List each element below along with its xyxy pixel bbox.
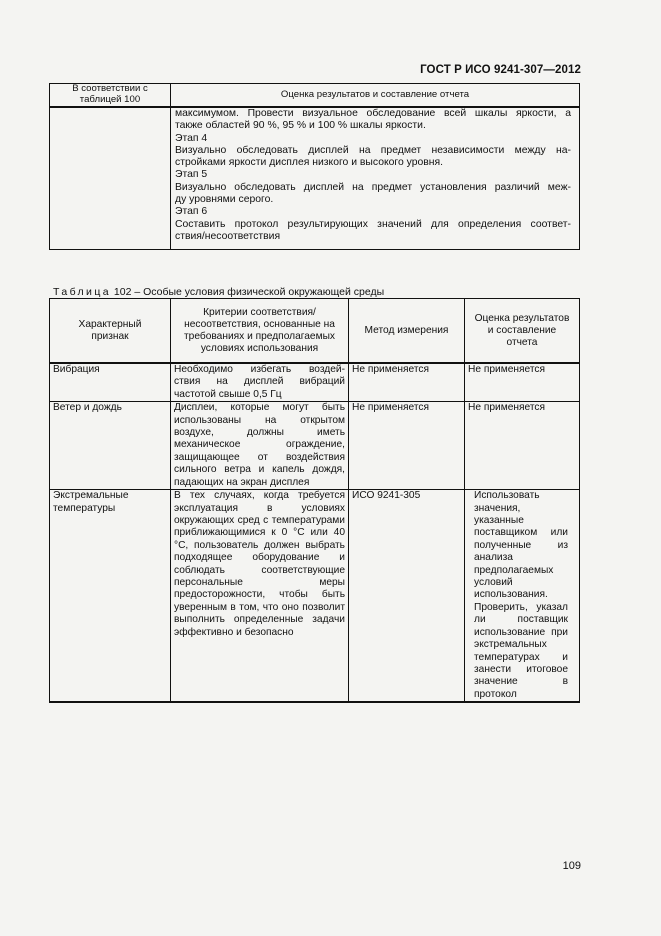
step-label: Этап 6 [175, 206, 208, 218]
standard-header: ГОСТ Р ИСО 9241-307—2012 [420, 64, 581, 76]
text-line: ду уровнями серого. [175, 194, 274, 206]
text-line: Визуально обследовать дисплей на предмет установления различий меж- [175, 181, 571, 193]
table-cell-empty [50, 107, 171, 250]
text-line: Дисплеи, которые могут быть [174, 402, 345, 414]
page-number: 109 [562, 860, 581, 872]
cell-feature: Ветер и дождь [50, 402, 171, 490]
cell-feature: Экстремальные температуры [50, 490, 171, 702]
cell-evaluation: Не применяется [465, 402, 580, 490]
text-line: использованы на открытом [174, 414, 345, 426]
text-line: Необходимо избегать воздей- [174, 364, 345, 375]
text-line: ствия/несоответствия [175, 230, 281, 242]
cell-method: ИСО 9241-305 [349, 490, 465, 702]
table-caption [53, 286, 384, 298]
header-text: Оценка результатов и составление отчета [474, 312, 570, 348]
text-line: стройками яркости дисплея низкого и высокого уровня. [175, 157, 444, 169]
column-header-evaluation: Оценка результатов и составление отчета [171, 84, 580, 108]
table-cell-procedure [171, 107, 580, 250]
cell-method: Не применяется [349, 402, 465, 490]
cell-criteria [171, 490, 349, 702]
cell-evaluation: Не применяется [465, 363, 580, 402]
table-row [50, 363, 580, 402]
cell-feature: Вибрация [50, 363, 171, 402]
text-line: максимумом. Провести визуальное обследование всей шкалы яркости, а [175, 108, 571, 119]
cell-criteria [171, 402, 349, 490]
text-line: воздухе, должны иметь механическое ограждение, защищающее от воздействия сильного ветра и капель дождя, падающих на экран дисплея [174, 427, 345, 488]
table-row [50, 402, 580, 490]
text-line: В тех случаях, когда требуется эксплуатация в условиях окружающих сред с температурами приближающимися к 0 °С или 40 °С, пользователь должен выбрать подходящее оборудование и соблюдать соответствующие персональные меры предосторожности, чтобы быть уверенным в том, что оно позволит выполнить определенные задачи эффективно и безопасно [174, 490, 345, 638]
column-header-method: Метод измерения [349, 299, 465, 364]
text-line: Визуально обследовать дисплей на предмет независимости между на- [175, 144, 571, 156]
column-header-criteria [171, 299, 349, 364]
text-line: также областей 90 %, 95 % и 100 % шкалы яркости. [175, 120, 426, 132]
column-header-reference: В соответствии с таблицей 100 [50, 84, 171, 108]
step-label: Этап 4 [175, 132, 208, 144]
cell-evaluation [465, 490, 580, 702]
caption-label: Таблица [53, 286, 111, 298]
column-header-feature [50, 299, 171, 364]
cell-method: Не применяется [349, 363, 465, 402]
caption-text: 102 – Особые условия физической окружающей среды [113, 286, 385, 298]
text-line: ствия на дисплей вибраций [174, 376, 345, 388]
step-label: Этап 5 [175, 169, 208, 181]
cell-criteria [171, 363, 349, 402]
text-line: Использовать значения, указанные поставщиком или полученные из анализа предполагаемых условий использования. [474, 490, 568, 601]
text-line: частотой свыше 0,5 Гц [174, 388, 282, 400]
column-header-evaluation [465, 299, 580, 364]
text-line: Составить протокол результирующих значений для определения соответ- [175, 218, 571, 230]
continued-table [49, 83, 580, 250]
header-text: Характерный признак [78, 318, 142, 342]
table-102 [49, 298, 580, 703]
text-line: Проверить, указал ли поставщик использование при экстремальных температурах и занести итоговое значение в протокол [474, 601, 568, 700]
table-row [50, 490, 580, 702]
header-text: Критерии соответствия/несоответствия, основанные на требованиях и предполагаемых условиях использования [183, 306, 335, 354]
